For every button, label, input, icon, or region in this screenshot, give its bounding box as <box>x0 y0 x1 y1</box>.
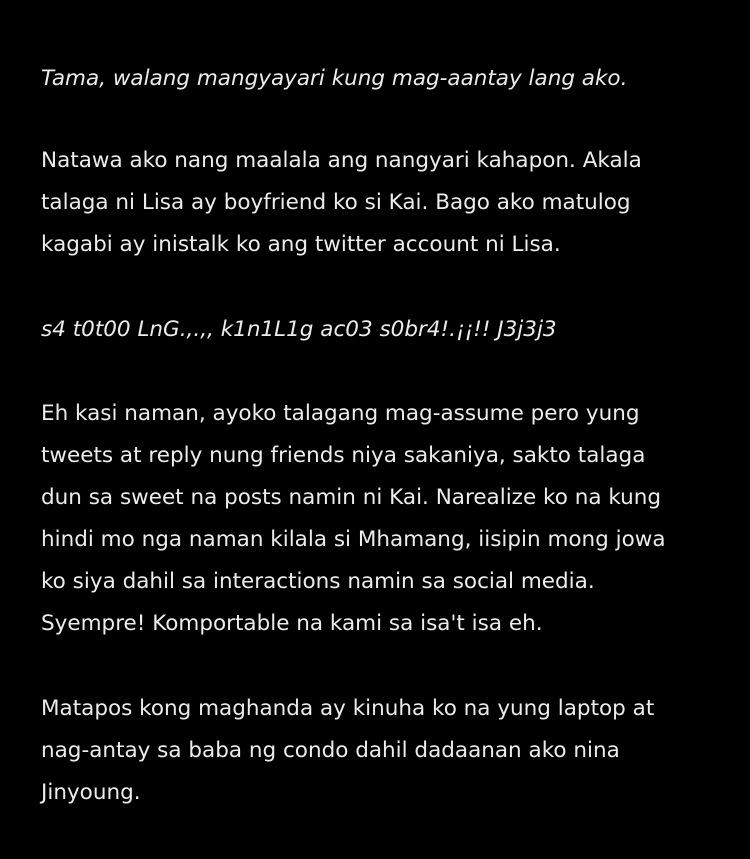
paragraph-tweet-quote <box>41 309 711 351</box>
text-line: s4 t0t00 LnG.,.,, k1n1L1g ac03 s0br4!.¡¡!! J3j3j3 <box>41 317 557 342</box>
text-line: dun sa sweet na posts namin ni Kai. Narealize ko na kung <box>41 485 662 510</box>
text-line: Eh kasi naman, ayoko talagang mag-assume pero yung <box>41 401 640 426</box>
text-line: Matapos kong maghanda ay kinuha ko na yung laptop at <box>41 696 655 721</box>
text-line: hindi mo nga naman kilala si Mhamang, iisipin mong jowa <box>41 527 666 552</box>
text-line: Jinyoung. <box>41 780 141 805</box>
text-line: ko siya dahil sa interactions namin sa social media. <box>41 569 595 594</box>
text-line: Syempre! Komportable na kami sa isa't isa eh. <box>41 611 543 636</box>
paragraph-recall <box>41 140 711 266</box>
text-line: kagabi ay inistalk ko ang twitter account ni Lisa. <box>41 232 561 257</box>
text-line: tweets at reply nung friends niya sakaniya, sakto talaga <box>41 443 646 468</box>
text-line: nag-antay sa baba ng condo dahil dadaanan ako nina <box>41 738 620 763</box>
paragraph-explanation <box>41 393 711 645</box>
paragraph-thought <box>41 58 711 100</box>
text-line: Natawa ako nang maalala ang nangyari kahapon. Akala <box>41 148 642 173</box>
text-line: talaga ni Lisa ay boyfriend ko si Kai. Bago ako matulog <box>41 190 631 215</box>
paragraph-departure <box>41 688 711 814</box>
text-line: Tama, walang mangyayari kung mag-aantay lang ako. <box>41 66 628 91</box>
